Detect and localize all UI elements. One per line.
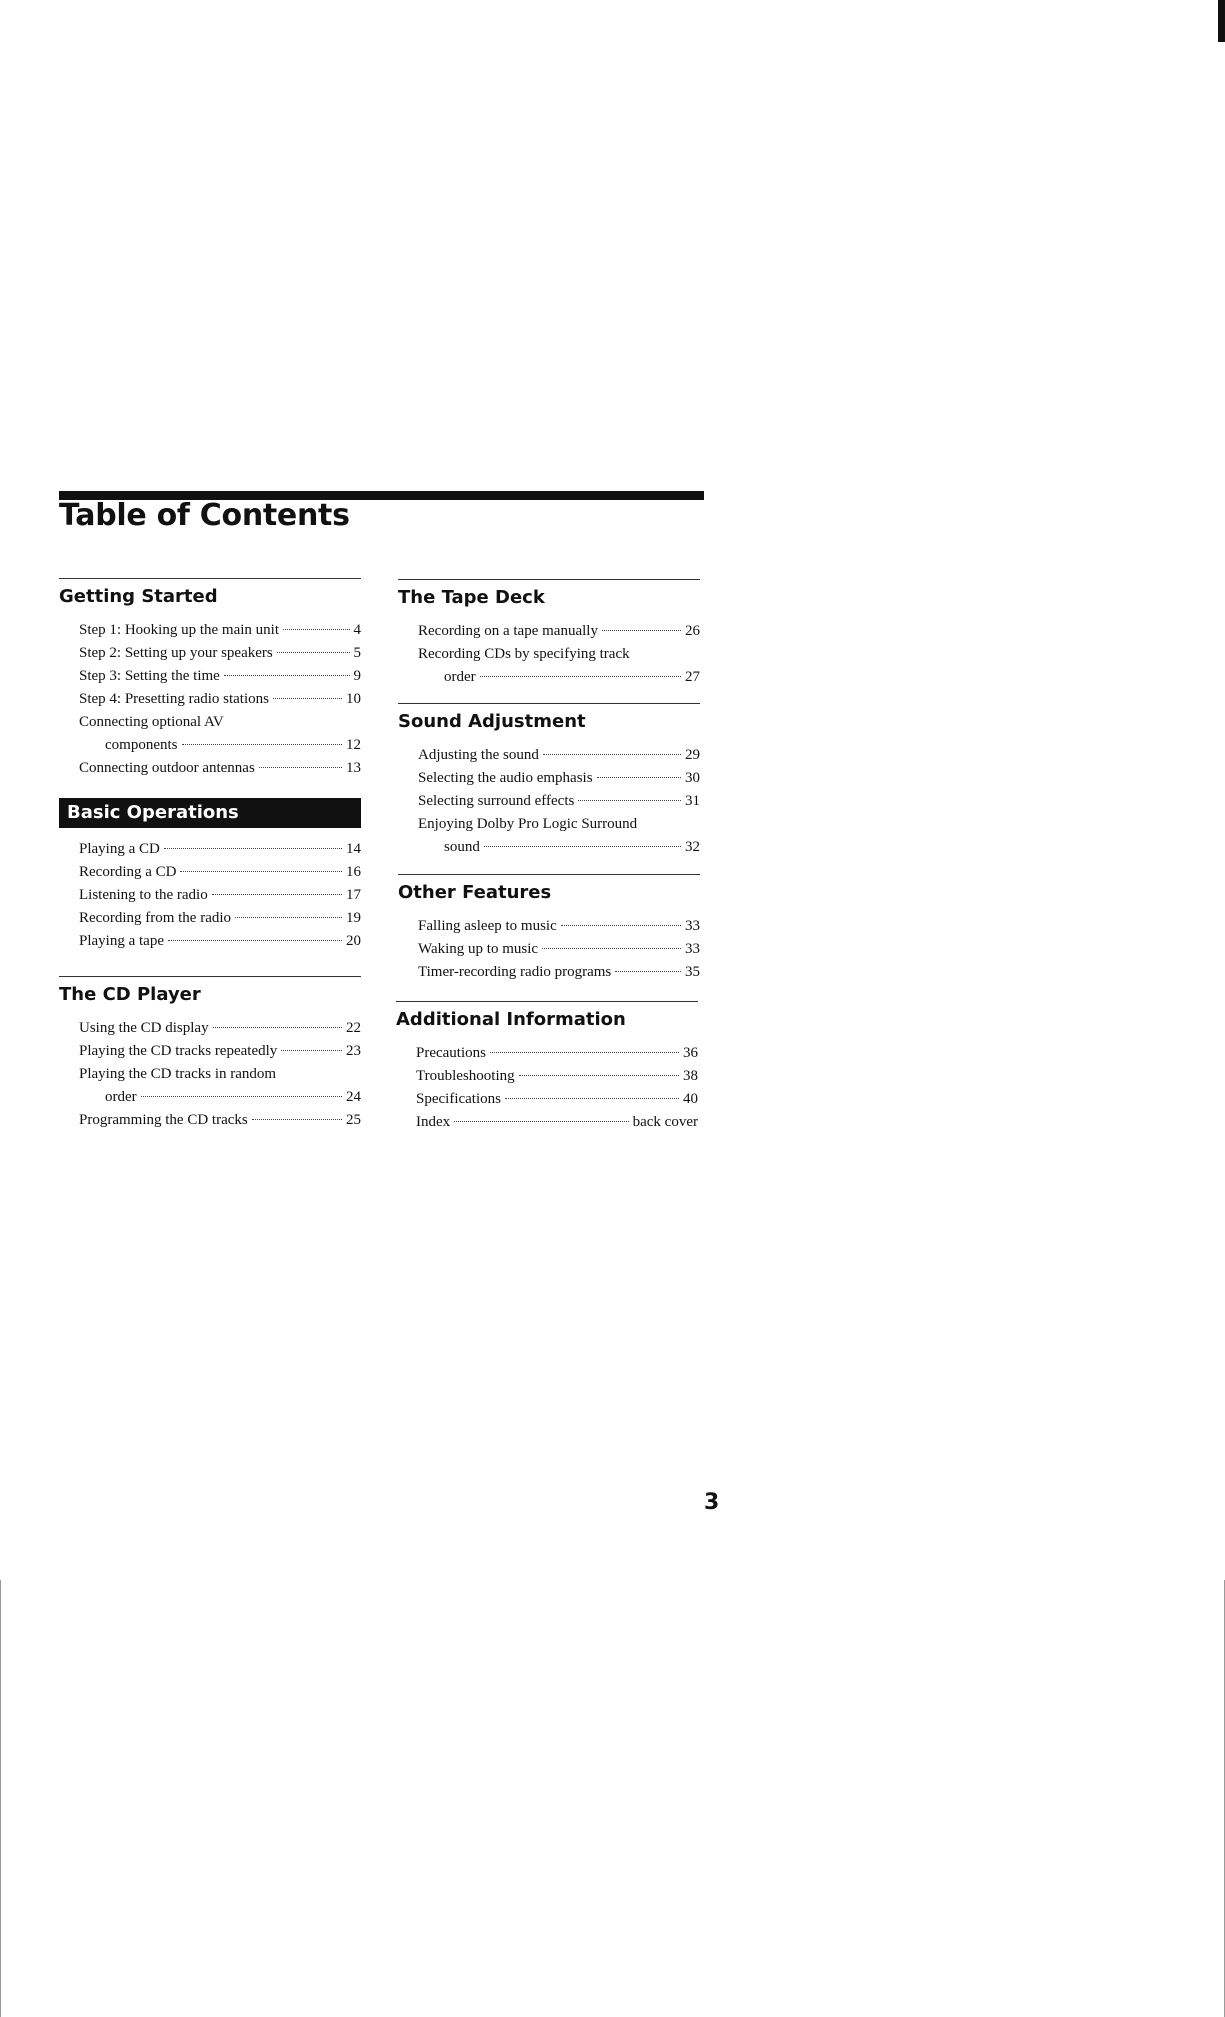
toc-entry-page: 36 (683, 1045, 698, 1061)
toc-entry-label: order (105, 1089, 137, 1105)
page-number: 3 (704, 1490, 720, 1515)
toc-entry-list (398, 744, 700, 859)
dot-leader (277, 652, 350, 653)
toc-entry-label: Step 3: Setting the time (79, 668, 220, 684)
toc-entry[interactable] (418, 961, 700, 984)
toc-entry-label: Troubleshooting (416, 1068, 515, 1084)
dot-leader (454, 1121, 628, 1122)
section-rule (398, 703, 700, 704)
toc-entry-list (398, 915, 700, 984)
toc-entry-line (418, 643, 700, 666)
toc-entry[interactable] (418, 767, 700, 790)
toc-entry[interactable] (79, 861, 361, 884)
toc-entry-page: 19 (346, 910, 361, 926)
toc-entry-label: Adjusting the sound (418, 747, 539, 763)
dot-leader (273, 698, 342, 699)
toc-entry-list (396, 1042, 698, 1134)
dot-leader (484, 846, 681, 847)
toc-entry-label: Recording CDs by specifying track (418, 646, 630, 662)
toc-entry-page: 22 (346, 1020, 361, 1036)
section-rule (396, 1001, 698, 1002)
toc-entry-page: 26 (685, 623, 700, 639)
toc-entry[interactable] (79, 838, 361, 861)
section-basic-operations (59, 798, 361, 953)
toc-entry-page: 32 (685, 839, 700, 855)
toc-entry[interactable] (79, 1109, 361, 1132)
toc-entry[interactable] (79, 930, 361, 953)
toc-entry-page: 5 (353, 645, 361, 661)
dot-leader (490, 1052, 679, 1053)
toc-entry-page: back cover (632, 1114, 698, 1130)
toc-entry-label: Precautions (416, 1045, 486, 1061)
toc-entry-label: Specifications (416, 1091, 501, 1107)
toc-entry-label: Falling asleep to music (418, 918, 557, 934)
toc-entry[interactable] (79, 688, 361, 711)
toc-entry-page: 25 (346, 1112, 361, 1128)
toc-entry[interactable] (416, 1042, 698, 1065)
toc-entry-label: order (444, 669, 476, 685)
toc-entry-label: Enjoying Dolby Pro Logic Surround (418, 816, 638, 832)
toc-entry-line (418, 813, 700, 836)
toc-entry-page: 24 (346, 1089, 361, 1105)
toc-entry[interactable] (79, 757, 361, 780)
toc-entry-page: 10 (346, 691, 361, 707)
toc-entry-label: Recording a CD (79, 864, 177, 880)
toc-entry-label: Index (416, 1114, 451, 1130)
toc-entry[interactable] (416, 1088, 698, 1111)
section-other-features (398, 874, 700, 984)
section-sound-adjustment (398, 703, 700, 859)
toc-entry[interactable] (79, 665, 361, 688)
dot-leader (259, 767, 342, 768)
toc-entry-list (59, 1017, 361, 1132)
section-additional-information (396, 1001, 698, 1134)
toc-entry-list (59, 619, 361, 780)
toc-entry-label: Selecting the audio emphasis (418, 770, 593, 786)
toc-entry[interactable] (79, 642, 361, 665)
dot-leader (235, 917, 342, 918)
toc-entry[interactable] (79, 1086, 361, 1109)
dot-leader (561, 925, 681, 926)
toc-entry-page: 23 (346, 1043, 361, 1059)
toc-entry-label: components (105, 737, 178, 753)
toc-entry-page: 20 (346, 933, 361, 949)
section-heading: Other Features (398, 882, 552, 903)
toc-entry[interactable] (418, 744, 700, 767)
toc-entry-label: Connecting outdoor antennas (79, 760, 255, 776)
toc-entry-label: Connecting optional AV (79, 714, 224, 730)
dot-leader (168, 940, 342, 941)
toc-entry[interactable] (79, 1040, 361, 1063)
toc-entry[interactable] (79, 884, 361, 907)
toc-entry-label: Step 1: Hooking up the main unit (79, 622, 279, 638)
section-rule (59, 578, 361, 579)
dot-leader (213, 1027, 342, 1028)
toc-entry-page: 31 (685, 793, 700, 809)
toc-entry-label: Recording on a tape manually (418, 623, 598, 639)
dot-leader (164, 848, 342, 849)
toc-entry[interactable] (79, 907, 361, 930)
dot-leader (542, 948, 681, 949)
section-heading: Basic Operations (59, 798, 361, 828)
section-heading: The CD Player (59, 984, 201, 1005)
toc-entry-page: 40 (683, 1091, 698, 1107)
toc-entry-label: Step 4: Presetting radio stations (79, 691, 269, 707)
toc-entry-page: 14 (346, 841, 361, 857)
toc-entry-line (79, 711, 361, 734)
toc-entry-label: Recording from the radio (79, 910, 232, 926)
toc-entry[interactable] (418, 790, 700, 813)
dot-leader (180, 871, 342, 872)
toc-entry-page: 33 (685, 941, 700, 957)
toc-entry-label: Selecting surround effects (418, 793, 575, 809)
edge-registration-mark (1218, 0, 1225, 42)
dot-leader (212, 894, 342, 895)
dot-leader (505, 1098, 679, 1099)
section-the-cd-player (59, 976, 361, 1132)
toc-entry-page: 12 (346, 737, 361, 753)
dot-leader (252, 1119, 342, 1120)
scan-edge-left (0, 1580, 1, 2017)
toc-entry-label: Timer-recording radio programs (418, 964, 612, 980)
dot-leader (602, 630, 681, 631)
dot-leader (519, 1075, 679, 1076)
toc-entry-page: 30 (685, 770, 700, 786)
toc-entry-page: 38 (683, 1068, 698, 1084)
section-heading: Sound Adjustment (398, 711, 586, 732)
toc-entry[interactable] (418, 666, 700, 689)
toc-entry-page: 9 (353, 668, 361, 684)
toc-entry-line (79, 1063, 361, 1086)
toc-entry-label: Using the CD display (79, 1020, 209, 1036)
toc-entry-label: sound (444, 839, 480, 855)
toc-entry-page: 17 (346, 887, 361, 903)
page-title: Table of Contents (59, 498, 350, 533)
toc-entry[interactable] (418, 915, 700, 938)
toc-entry[interactable] (418, 938, 700, 961)
toc-entry-label: Playing the CD tracks in random (79, 1066, 277, 1082)
toc-entry-label: Playing the CD tracks repeatedly (79, 1043, 278, 1059)
toc-entry-label: Listening to the radio (79, 887, 208, 903)
toc-entry-page: 4 (353, 622, 361, 638)
toc-entry-list (398, 620, 700, 689)
section-the-tape-deck (398, 579, 700, 689)
toc-entry-page: 16 (346, 864, 361, 880)
dot-leader (224, 675, 350, 676)
toc-entry-label: Waking up to music (418, 941, 539, 957)
toc-entry[interactable] (416, 1111, 698, 1134)
section-rule (398, 579, 700, 580)
toc-entry[interactable] (79, 1017, 361, 1040)
toc-entry-label: Programming the CD tracks (79, 1112, 248, 1128)
section-rule (398, 874, 700, 875)
section-heading: Getting Started (59, 586, 218, 607)
toc-entry-label: Step 2: Setting up your speakers (79, 645, 273, 661)
toc-entry[interactable] (416, 1065, 698, 1088)
toc-entry-label: Playing a CD (79, 841, 160, 857)
toc-entry[interactable] (418, 620, 700, 643)
toc-entry-list (59, 838, 361, 953)
dot-leader (182, 744, 343, 745)
toc-entry-page: 29 (685, 747, 700, 763)
section-heading: The Tape Deck (398, 587, 545, 608)
toc-entry-page: 13 (346, 760, 361, 776)
dot-leader (578, 800, 681, 801)
section-heading: Additional Information (396, 1009, 626, 1030)
dot-leader (615, 971, 681, 972)
dot-leader (597, 777, 681, 778)
section-getting-started (59, 578, 361, 780)
section-rule (59, 976, 361, 977)
dot-leader (543, 754, 681, 755)
dot-leader (141, 1096, 342, 1097)
dot-leader (480, 676, 681, 677)
toc-entry-page: 33 (685, 918, 700, 934)
toc-entry[interactable] (79, 734, 361, 757)
toc-entry-page: 27 (685, 669, 700, 685)
toc-entry-page: 35 (685, 964, 700, 980)
toc-entry[interactable] (418, 836, 700, 859)
dot-leader (283, 629, 350, 630)
dot-leader (281, 1050, 342, 1051)
toc-entry-label: Playing a tape (79, 933, 164, 949)
toc-entry[interactable] (79, 619, 361, 642)
